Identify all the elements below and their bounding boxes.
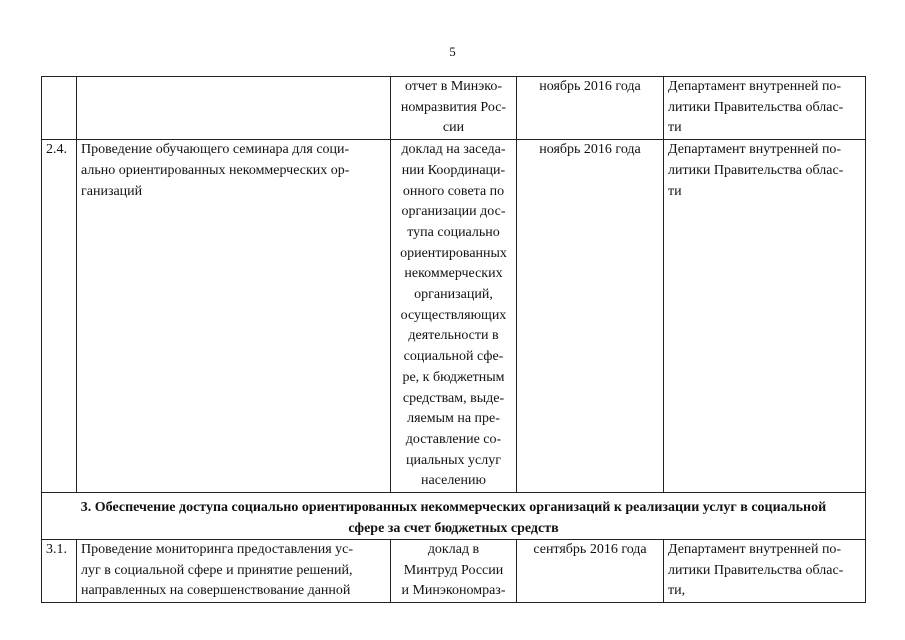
section-heading	[42, 493, 866, 540]
responsible-cell	[664, 540, 866, 603]
text-line: тупа социально	[407, 224, 500, 240]
text-line: некоммерческих	[404, 266, 503, 282]
text-line: Департамент внутренней по-	[668, 79, 842, 94]
text-line: населению	[421, 473, 486, 489]
section-header-row	[42, 493, 866, 540]
text-line: направленных на совершенствование данной	[81, 583, 351, 599]
text-line: организаций,	[414, 287, 493, 303]
row-number	[42, 77, 77, 140]
text-line: сфере за счет бюджетных средств	[348, 521, 559, 537]
text-line: ориентированных	[400, 245, 507, 261]
text-line: нии Координаци-	[401, 162, 506, 178]
deadline-cell: ноябрь 2016 года	[517, 140, 664, 493]
text-line: Департамент внутренней по-	[668, 542, 842, 558]
row-number: 3.1.	[42, 540, 77, 603]
text-line: циальных услуг	[405, 452, 502, 468]
text-line: ти,	[668, 583, 686, 599]
report-form-cell	[391, 540, 517, 603]
text-line: луг в социальной сфере и принятие решений,	[81, 562, 353, 578]
text-line: 3. Обеспечение доступа социально ориентированных некоммерческих организаций к реализации услуг в социальной	[80, 500, 827, 516]
deadline-cell: сентябрь 2016 года	[517, 540, 664, 603]
text-line: деятельности в	[408, 328, 499, 344]
text-line: и Минэкономраз-	[401, 583, 506, 599]
text-line: литики Правительства облас-	[668, 562, 844, 578]
text-line: ляемым на пре-	[407, 411, 500, 427]
text-line: доклад на заседа-	[401, 142, 506, 158]
text-line: литики Правительства облас-	[668, 99, 844, 115]
text-line: Проведение обучающего семинара для соци-	[81, 142, 350, 158]
event-cell	[77, 77, 391, 140]
responsible-cell	[664, 77, 866, 140]
text-line: Минтруд России	[403, 562, 504, 578]
report-form-cell	[391, 140, 517, 493]
text-line: отчет в Минэко-	[404, 79, 503, 94]
table-row	[42, 140, 866, 493]
table-row	[42, 540, 866, 603]
text-line: осуществляющих	[400, 307, 507, 323]
text-line: социальной сфе-	[403, 349, 504, 365]
text-line: организации дос-	[401, 204, 506, 220]
plan-table	[41, 76, 866, 603]
text-line: Проведение мониторинга предоставления ус-	[81, 542, 354, 558]
text-line: номразвития Рос-	[400, 99, 507, 115]
text-line: Департамент внутренней по-	[668, 142, 842, 158]
text-line: сии	[442, 120, 465, 136]
responsible-cell	[664, 140, 866, 493]
row-number: 2.4.	[42, 140, 77, 493]
event-cell	[77, 140, 391, 493]
text-line: ре, к бюджетным	[402, 369, 505, 385]
text-line: литики Правительства облас-	[668, 162, 844, 178]
text-line: доставление со-	[405, 431, 502, 447]
table-row	[42, 77, 866, 140]
text-line: ганизаций	[81, 183, 143, 199]
event-cell	[77, 540, 391, 603]
text-line: онного совета по	[402, 183, 505, 199]
deadline-cell: ноябрь 2016 года	[517, 77, 664, 140]
page-number: 5	[449, 44, 456, 59]
text-line: ти	[668, 183, 682, 199]
text-line: средствам, выде-	[402, 390, 505, 406]
text-line: ально ориентированных некоммерческих ор-	[81, 162, 350, 178]
text-line: доклад в	[427, 542, 480, 558]
text-line: ти	[668, 120, 682, 136]
report-form-cell	[391, 77, 517, 140]
